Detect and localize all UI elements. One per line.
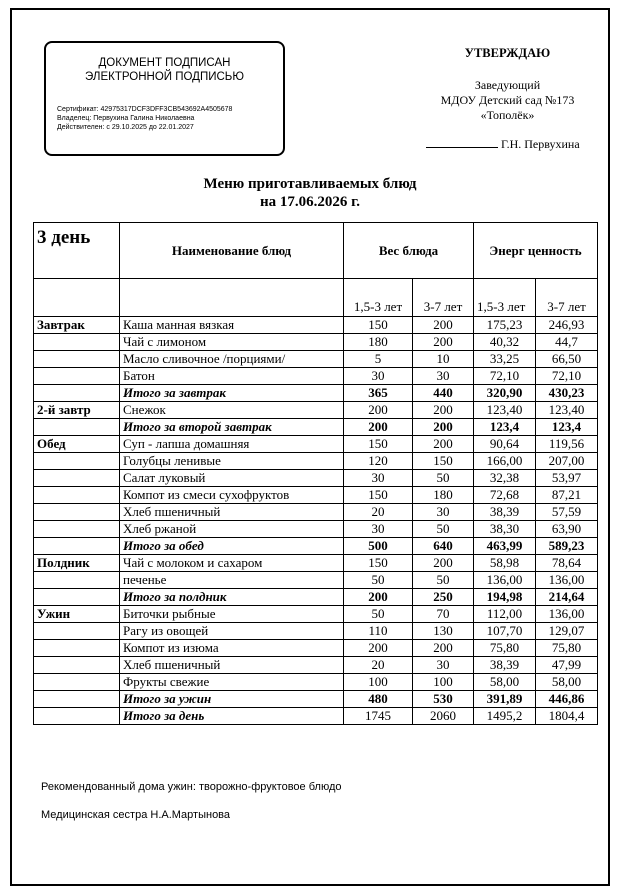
weight-1-5-3-cell: 150 [344,317,413,334]
dish-cell: Хлеб ржаной [120,521,344,538]
energy-3-7-cell: 136,00 [536,606,598,623]
weight-3-7-cell: 640 [413,538,474,555]
energy-1-5-3-cell: 391,89 [474,691,536,708]
energy-3-7-cell: 58,00 [536,674,598,691]
meal-cell [34,351,120,368]
weight-3-7-cell: 100 [413,674,474,691]
table-row [34,470,598,487]
weight-1-5-3-cell: 50 [344,606,413,623]
weight-1-5-3-cell: 200 [344,419,413,436]
stamp-title-line2: ЭЛЕКТРОННОЙ ПОДПИСЬЮ [85,71,244,83]
stamp-validity: Действителен: с 29.10.2025 до 22.01.2027 [57,124,194,131]
dish-cell: Итого за завтрак [120,385,344,402]
approval-position: Заведующий [474,78,541,92]
weight-3-7-cell: 70 [413,606,474,623]
weight-1-5-3-cell: 480 [344,691,413,708]
dish-cell: Чай с лимоном [120,334,344,351]
dish-cell: Итого за день [120,708,344,725]
table-row [34,555,598,572]
stamp-title [46,56,283,84]
dish-cell: Биточки рыбные [120,606,344,623]
weight-1-5-3-cell: 365 [344,385,413,402]
weight-3-7-cell: 50 [413,470,474,487]
weight-1-5-3-cell: 180 [344,334,413,351]
dish-cell: Масло сливочное /порциями/ [120,351,344,368]
menu-title: Меню приготавливаемых блюд [203,176,417,192]
table-row-subtotal [34,691,598,708]
weight-1-5-3-cell: 50 [344,572,413,589]
meal-cell [34,572,120,589]
table-row [34,368,598,385]
table-row [34,623,598,640]
meal-cell: Обед [34,436,120,453]
meal-cell [34,623,120,640]
nurse-signature: Медицинская сестра Н.А.Мартынова [41,809,231,821]
weight-1-5-3-cell: 150 [344,555,413,572]
table-row [34,487,598,504]
dish-cell: Суп - лапша домашняя [120,436,344,453]
table-row [34,674,598,691]
energy-3-7-cell: 78,64 [536,555,598,572]
weight-3-7-cell: 200 [413,436,474,453]
menu-date: на 17.06.2026 г. [259,194,360,210]
energy-1-5-3-cell: 75,80 [474,640,536,657]
weight-3-7-cell: 30 [413,657,474,674]
table-row-subtotal [34,419,598,436]
column-header-weight: Вес блюда [344,223,474,279]
meal-cell [34,640,120,657]
weight-1-5-3-cell: 30 [344,470,413,487]
table-header-row [34,223,598,279]
dish-cell: Батон [120,368,344,385]
energy-3-7-cell: 53,97 [536,470,598,487]
signature-name: Г.Н. Первухина [501,137,580,151]
subheader-energy-1-5-3: 1,5-3 лет [474,279,536,317]
meal-cell [34,674,120,691]
energy-3-7-cell: 47,99 [536,657,598,674]
meal-cell [34,470,120,487]
weight-1-5-3-cell: 200 [344,589,413,606]
table-row-subtotal [34,385,598,402]
energy-3-7-cell: 57,59 [536,504,598,521]
energy-1-5-3-cell: 38,30 [474,521,536,538]
meal-cell [34,538,120,555]
energy-3-7-cell: 136,00 [536,572,598,589]
subheader-empty-dish [120,279,344,317]
meal-cell [34,487,120,504]
subheader-empty-meal [34,279,120,317]
day-label: 3 день [34,223,120,279]
stamp-owner: Владелец: Первухина Галина Николаевна [57,115,195,122]
energy-3-7-cell: 44,7 [536,334,598,351]
weight-3-7-cell: 530 [413,691,474,708]
signature-line [426,136,498,148]
table-subheader-row [34,279,598,317]
weight-1-5-3-cell: 150 [344,436,413,453]
menu-table-body [34,317,598,725]
weight-3-7-cell: 180 [413,487,474,504]
weight-1-5-3-cell: 20 [344,657,413,674]
meal-cell [34,453,120,470]
dish-cell: Чай с молоком и сахаром [120,555,344,572]
energy-3-7-cell: 87,21 [536,487,598,504]
energy-1-5-3-cell: 72,68 [474,487,536,504]
meal-cell [34,334,120,351]
energy-3-7-cell: 119,56 [536,436,598,453]
dish-cell: Компот из изюма [120,640,344,657]
meal-cell: Ужин [34,606,120,623]
energy-3-7-cell: 123,4 [536,419,598,436]
table-row [34,317,598,334]
energy-1-5-3-cell: 123,4 [474,419,536,436]
energy-1-5-3-cell: 58,98 [474,555,536,572]
column-header-dish: Наименование блюд [120,223,344,279]
weight-3-7-cell: 150 [413,453,474,470]
energy-3-7-cell: 72,10 [536,368,598,385]
energy-3-7-cell: 214,64 [536,589,598,606]
energy-3-7-cell: 207,00 [536,453,598,470]
energy-1-5-3-cell: 463,99 [474,538,536,555]
table-row [34,572,598,589]
meal-cell: 2-й завтр [34,402,120,419]
table-row-subtotal [34,589,598,606]
energy-1-5-3-cell: 72,10 [474,368,536,385]
stamp-certificate: Сертификат: 42975317DCF3DFF3CB543692A4505678 [57,106,233,113]
weight-1-5-3-cell: 200 [344,640,413,657]
energy-1-5-3-cell: 58,00 [474,674,536,691]
dish-cell: Салат луковый [120,470,344,487]
dish-cell: Фрукты свежие [120,674,344,691]
recommendation-note: Рекомендованный дома ужин: творожно-фруктовое блюдо [41,781,342,793]
table-row [34,521,598,538]
meal-cell [34,385,120,402]
energy-1-5-3-cell: 107,70 [474,623,536,640]
meal-cell [34,419,120,436]
table-row [34,606,598,623]
energy-3-7-cell: 246,93 [536,317,598,334]
weight-1-5-3-cell: 110 [344,623,413,640]
dish-cell: Итого за второй завтрак [120,419,344,436]
energy-3-7-cell: 446,86 [536,691,598,708]
weight-3-7-cell: 200 [413,640,474,657]
weight-3-7-cell: 2060 [413,708,474,725]
weight-1-5-3-cell: 150 [344,487,413,504]
weight-1-5-3-cell: 120 [344,453,413,470]
energy-3-7-cell: 63,90 [536,521,598,538]
energy-1-5-3-cell: 166,00 [474,453,536,470]
table-row [34,436,598,453]
energy-3-7-cell: 1804,4 [536,708,598,725]
energy-3-7-cell: 123,40 [536,402,598,419]
weight-3-7-cell: 50 [413,572,474,589]
meal-cell [34,368,120,385]
table-row [34,351,598,368]
weight-1-5-3-cell: 100 [344,674,413,691]
energy-1-5-3-cell: 136,00 [474,572,536,589]
energy-3-7-cell: 75,80 [536,640,598,657]
dish-cell: Голубцы ленивые [120,453,344,470]
electronic-signature-stamp [44,41,285,156]
approval-organization-name: «Тополёк» [480,108,535,122]
dish-cell: Итого за полдник [120,589,344,606]
meal-cell [34,521,120,538]
dish-cell: Рагу из овощей [120,623,344,640]
approval-title: УТВЕРЖДАЮ [464,46,551,60]
weight-1-5-3-cell: 1745 [344,708,413,725]
energy-1-5-3-cell: 38,39 [474,504,536,521]
weight-1-5-3-cell: 20 [344,504,413,521]
weight-3-7-cell: 200 [413,419,474,436]
energy-3-7-cell: 129,07 [536,623,598,640]
dish-cell: Итого за обед [120,538,344,555]
meal-cell [34,504,120,521]
weight-3-7-cell: 50 [413,521,474,538]
meal-cell: Завтрак [34,317,120,334]
table-row [34,334,598,351]
meal-cell [34,691,120,708]
meal-cell: Полдник [34,555,120,572]
subheader-weight-3-7: 3-7 лет [413,279,474,317]
weight-3-7-cell: 10 [413,351,474,368]
energy-1-5-3-cell: 123,40 [474,402,536,419]
table-row [34,640,598,657]
dish-cell: Каша манная вязкая [120,317,344,334]
weight-1-5-3-cell: 5 [344,351,413,368]
weight-3-7-cell: 200 [413,334,474,351]
weight-3-7-cell: 200 [413,555,474,572]
energy-1-5-3-cell: 1495,2 [474,708,536,725]
energy-1-5-3-cell: 112,00 [474,606,536,623]
energy-1-5-3-cell: 175,23 [474,317,536,334]
subheader-energy-3-7: 3-7 лет [536,279,598,317]
energy-1-5-3-cell: 38,39 [474,657,536,674]
energy-1-5-3-cell: 33,25 [474,351,536,368]
stamp-title-line1: ДОКУМЕНТ ПОДПИСАН [98,57,231,69]
meal-cell [34,657,120,674]
table-row-day-total [34,708,598,725]
table-row [34,402,598,419]
table-row [34,657,598,674]
weight-3-7-cell: 440 [413,385,474,402]
table-row-subtotal [34,538,598,555]
weight-1-5-3-cell: 500 [344,538,413,555]
meal-cell [34,708,120,725]
energy-1-5-3-cell: 32,38 [474,470,536,487]
weight-1-5-3-cell: 30 [344,368,413,385]
weight-3-7-cell: 200 [413,402,474,419]
dish-cell: Снежок [120,402,344,419]
table-row [34,453,598,470]
meal-cell [34,589,120,606]
dish-cell: Итого за ужин [120,691,344,708]
energy-3-7-cell: 430,23 [536,385,598,402]
weight-3-7-cell: 130 [413,623,474,640]
energy-3-7-cell: 589,23 [536,538,598,555]
weight-3-7-cell: 30 [413,504,474,521]
energy-3-7-cell: 66,50 [536,351,598,368]
energy-1-5-3-cell: 90,64 [474,436,536,453]
dish-cell: Хлеб пшеничный [120,504,344,521]
approval-signature [426,136,580,152]
approval-organization: МДОУ Детский сад №173 [440,93,575,107]
weight-3-7-cell: 200 [413,317,474,334]
weight-1-5-3-cell: 30 [344,521,413,538]
table-row [34,504,598,521]
energy-1-5-3-cell: 194,98 [474,589,536,606]
weight-3-7-cell: 30 [413,368,474,385]
weight-1-5-3-cell: 200 [344,402,413,419]
column-header-energy: Энерг ценность [474,223,598,279]
dish-cell: печенье [120,572,344,589]
dish-cell: Хлеб пшеничный [120,657,344,674]
menu-table [33,222,598,725]
subheader-weight-1-5-3: 1,5-3 лет [344,279,413,317]
dish-cell: Компот из смеси сухофруктов [120,487,344,504]
weight-3-7-cell: 250 [413,589,474,606]
energy-1-5-3-cell: 320,90 [474,385,536,402]
energy-1-5-3-cell: 40,32 [474,334,536,351]
